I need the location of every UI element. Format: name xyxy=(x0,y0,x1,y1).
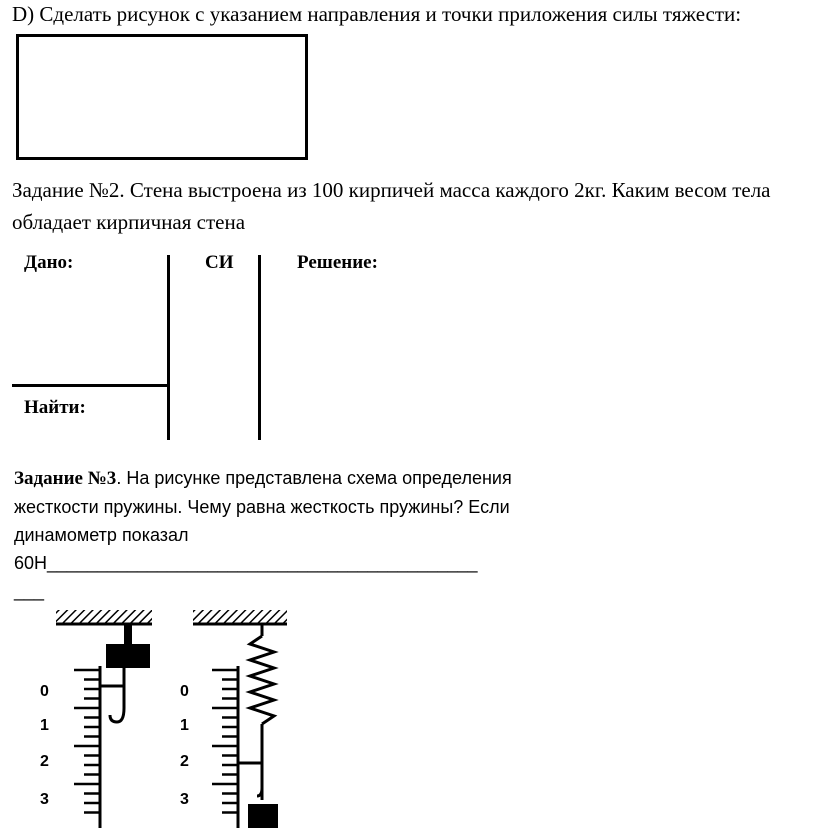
right-scale-label-1: 1 xyxy=(180,717,189,734)
right-scale-label-0: 0 xyxy=(180,683,189,700)
right-hook xyxy=(257,788,262,796)
right-weight xyxy=(248,804,278,828)
given-divider-line xyxy=(167,255,170,440)
si-divider-line xyxy=(258,255,261,440)
left-scale-label-1: 1 xyxy=(40,717,49,734)
task3-text: . На рисунке представлена схема определения жесткости пружины. Чему равна жесткость пружины? Если динамометр показал 60Н xyxy=(14,468,512,573)
right-scale-label-2: 2 xyxy=(180,753,189,770)
right-scale-ticks xyxy=(212,670,238,813)
left-apparatus xyxy=(40,610,152,828)
find-divider-line xyxy=(12,384,169,387)
left-clamp-stem xyxy=(124,624,132,644)
left-scale-ticks xyxy=(74,670,100,813)
spring-diagram xyxy=(0,600,320,828)
left-scale-label-2: 2 xyxy=(40,753,49,770)
task3-title: Задание №3 xyxy=(14,468,117,489)
left-compressed-spring xyxy=(106,644,150,668)
left-scale-label-3: 3 xyxy=(40,791,49,808)
si-label: СИ xyxy=(205,252,234,273)
drawing-answer-box[interactable] xyxy=(16,34,308,160)
question-d-text: D) Сделать рисунок с указанием направления и точки приложения силы тяжести: xyxy=(12,2,742,26)
left-ceiling-hatch xyxy=(56,610,152,624)
left-hook xyxy=(110,708,124,722)
left-scale-label-0: 0 xyxy=(40,683,49,700)
right-scale-label-3: 3 xyxy=(180,791,189,808)
right-stretched-spring xyxy=(250,636,274,724)
right-ceiling-hatch xyxy=(193,610,287,624)
given-label: Дано: xyxy=(24,252,74,273)
solution-label: Решение: xyxy=(297,252,378,273)
task2-text: Задание №2. Стена выстроена из 100 кирпичей масса каждого 2кг. Каким весом тела обладает кирпичная стена xyxy=(12,178,771,234)
find-label: Найти: xyxy=(24,397,86,418)
right-apparatus xyxy=(180,610,287,828)
task3-paragraph xyxy=(14,464,534,605)
task3-answer-blank-cont[interactable]: ___ xyxy=(14,581,45,601)
task3-answer-blank[interactable]: ___________________________________________ xyxy=(47,553,478,573)
